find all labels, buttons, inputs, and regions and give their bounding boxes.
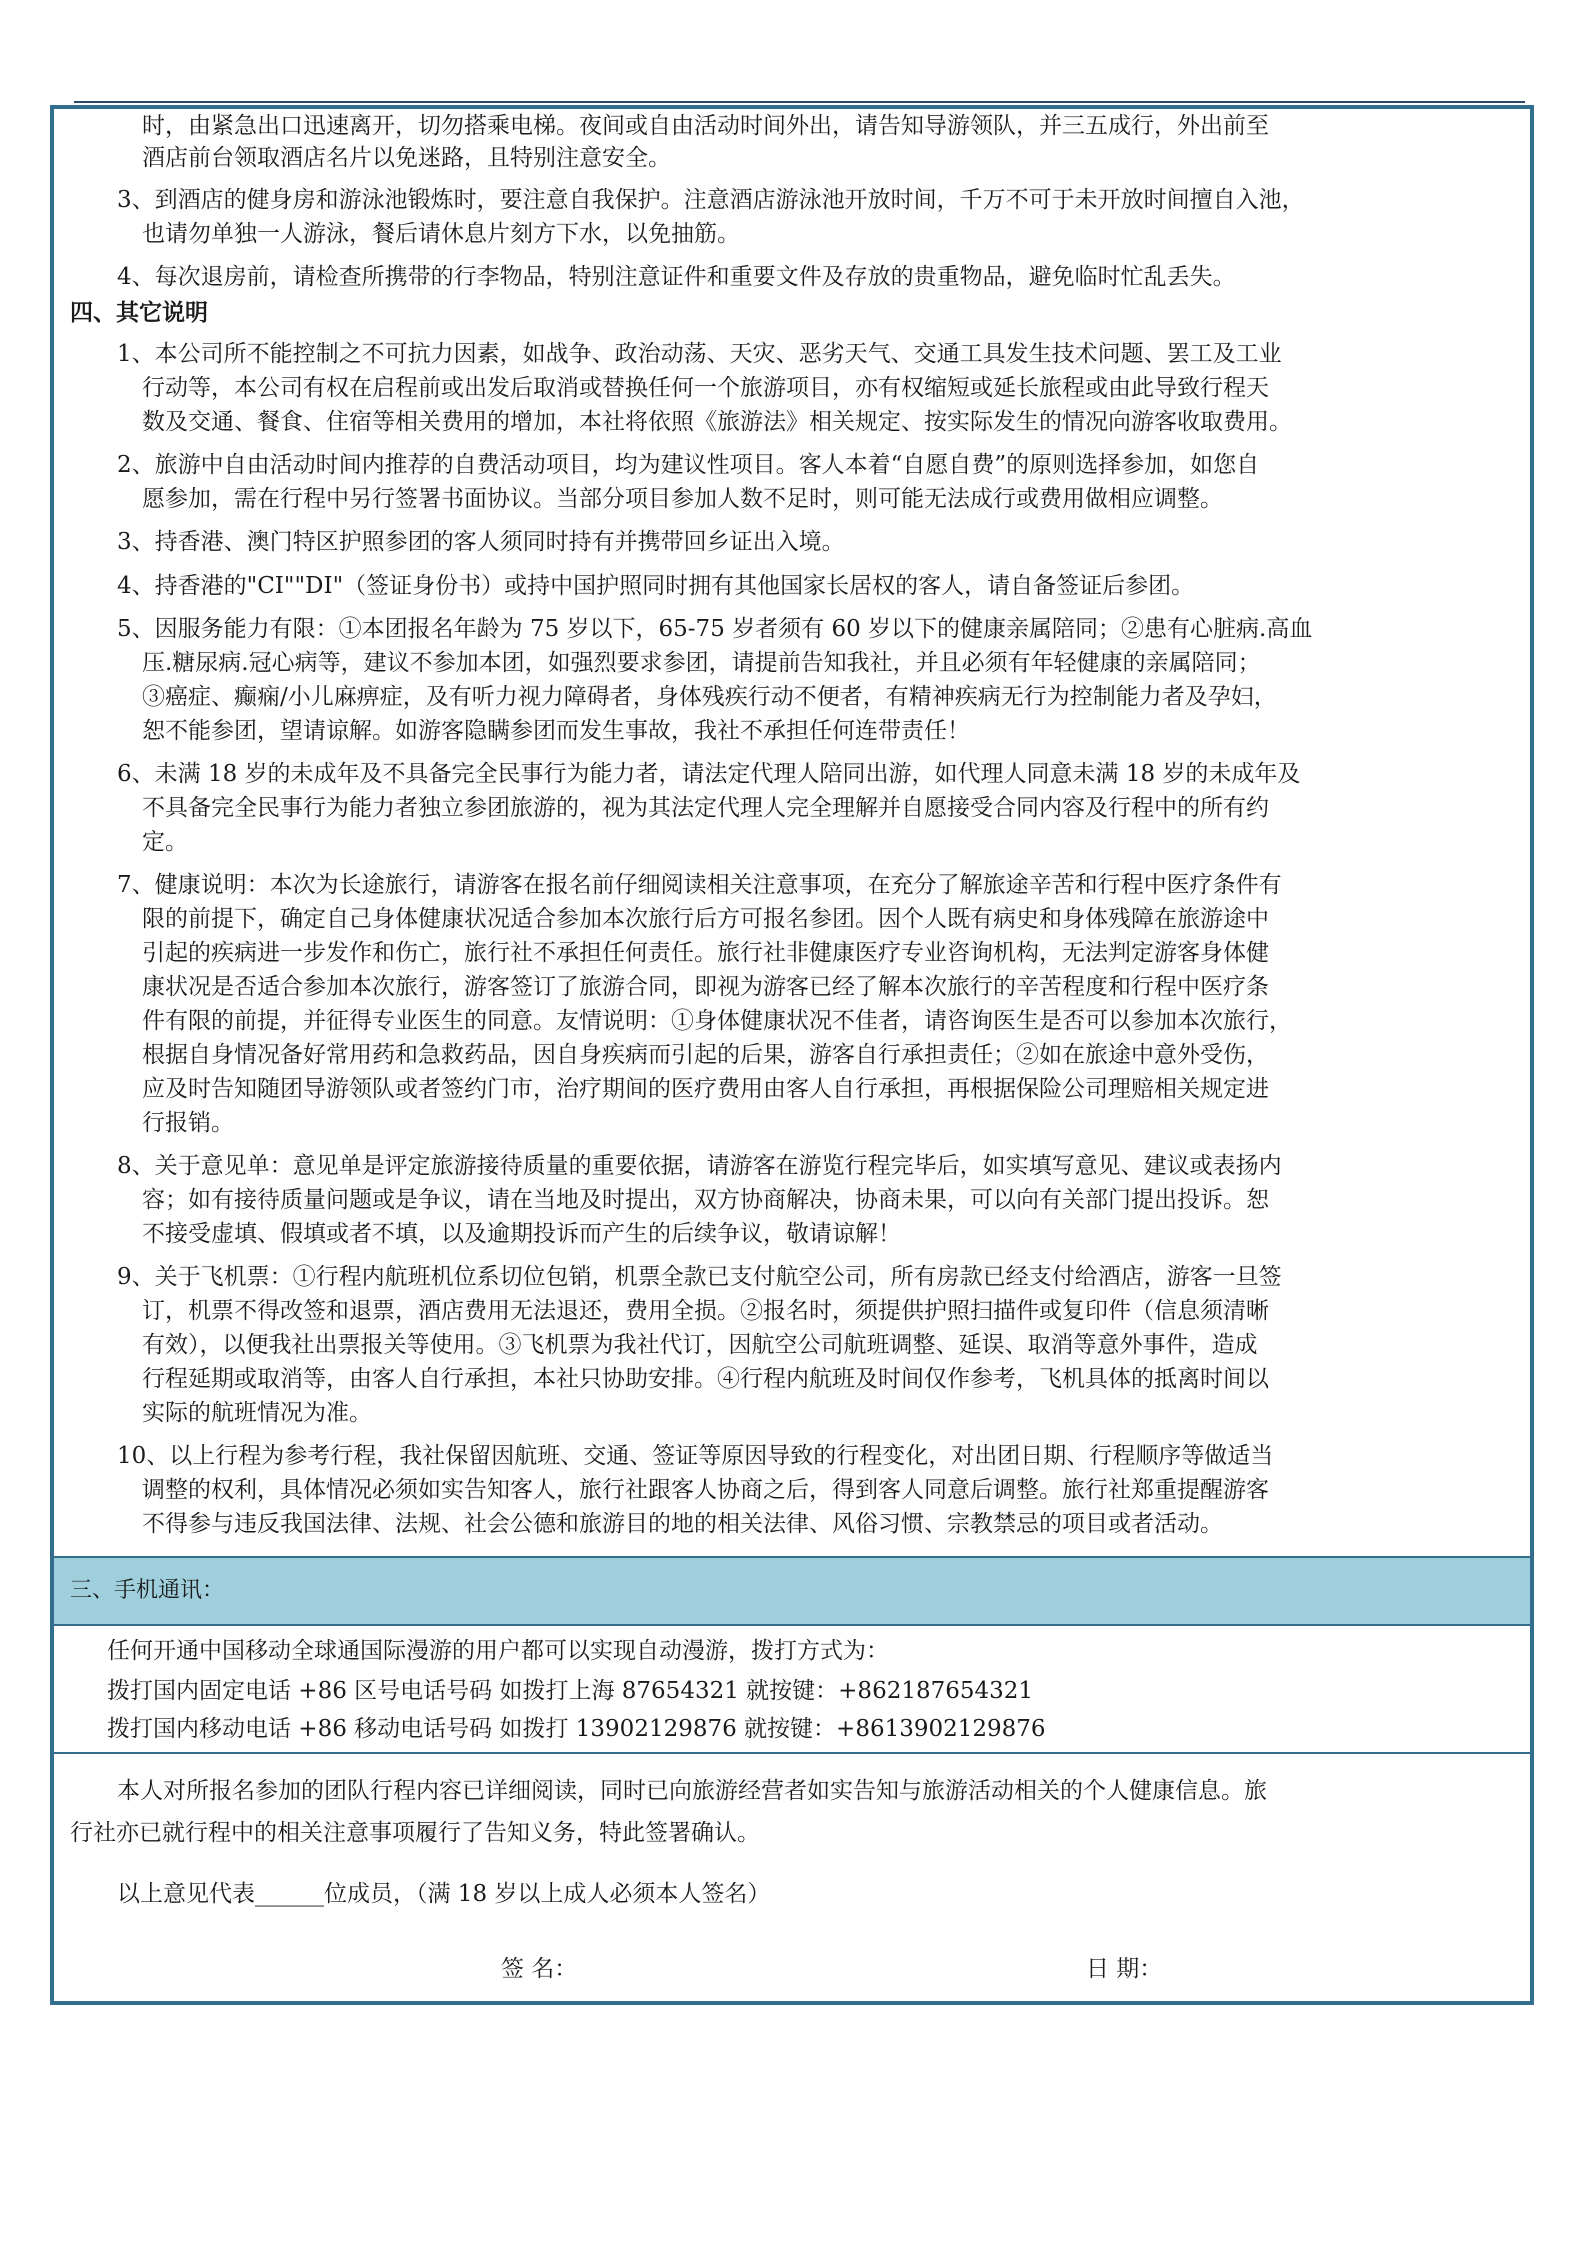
other-line-29: 行程延期或取消等，由客人自行承担，本社只协助安排。④行程内航班及时间仅作参考，飞机具体的抵离时间以: [142, 1366, 1269, 1392]
other-line-22: 行报销。: [142, 1110, 234, 1136]
other-line-31: 10、以上行程为参考行程，我社保留因航班、交通、签证等原因导致的行程变化，对出团日期、行程顺序等做适当: [117, 1443, 1274, 1469]
other-line-18: 康状况是否适合参加本次旅行，游客签订了旅游合同，即视为游客已经了解本次旅行的辛苦程度和行程中医疗条: [142, 974, 1269, 1000]
other-line-11: 恕不能参团，望请谅解。如游客隐瞒参团而发生事故，我社不承担任何连带责任！: [142, 718, 970, 744]
other-line-12: 6、未满 18 岁的未成年及不具备完全民事行为能力者，请法定代理人陪同出游，如代理人同意未满 18 岁的未成年及: [117, 761, 1301, 787]
other-line-27: 订，机票不得改签和退票，酒店费用无法退还，费用全损。②报名时，须提供护照扫描件或复印件（信息须清晰: [142, 1298, 1269, 1324]
other-line-2: 行动等，本公司有权在启程前或出发后取消或替换任何一个旅游项目，亦有权缩短或延长旅程或由此导致行程天: [142, 375, 1269, 401]
tips-line-5: 4、每次退房前，请检查所携带的行李物品，特别注意证件和重要文件及存放的贵重物品，避免临时忙乱丢失。: [117, 264, 1236, 290]
other-line-7: 4、持香港的"CI""DI"（签证身份书）或持中国护照同时拥有其他国家长居权的客人，请自备签证后参团。: [117, 573, 1195, 599]
other-line-26: 9、关于飞机票：①行程内航班机位系切位包销，机票全款已支付航空公司，所有房款已经支付给酒店，游客一旦签: [117, 1264, 1282, 1290]
other-line-32: 调整的权利，具体情况必须如实告知客人，旅行社跟客人协商之后，得到客人同意后调整。旅行社郑重提醒游客: [142, 1477, 1269, 1503]
other-line-24: 容；如有接待质量问题或是争议，请在当地及时提出，双方协商解决，协商未果，可以向有关部门提出投诉。恕: [142, 1187, 1269, 1213]
other-line-20: 根据自身情况备好常用药和急救药品，因自身疾病而引起的后果，游客自行承担责任；②如在旅途中意外受伤，: [142, 1042, 1269, 1068]
phone-line-3: 拨打国内移动电话 +86 移动电话号码 如拨打 13902129876 就按键：+8613902129876: [107, 1716, 1046, 1742]
other-line-19: 件有限的前提，并征得专业医生的同意。友情说明：①身体健康状况不佳者，请咨询医生是否可以参加本次旅行，: [142, 1008, 1292, 1034]
declaration-line-2: 行社亦已就行程中的相关注意事项履行了告知义务，特此签署确认。: [70, 1820, 760, 1846]
declaration-line-1: 本人对所报名参加的团队行程内容已详细阅读，同时已向旅游经营者如实告知与旅游活动相关的个人健康信息。旅: [117, 1778, 1267, 1804]
tips-line-1: 时，由紧急出口迅速离开，切勿搭乘电梯。夜间或自由活动时间外出，请告知导游领队，并三五成行，外出前至: [142, 113, 1269, 139]
phone-section: [54, 1626, 1530, 1754]
other-line-28: 有效），以便我社出票报关等使用。③飞机票为我社代订，因航空公司航班调整、延误、取消等意外事件，造成: [142, 1332, 1258, 1358]
date-label: 日 期：: [1086, 1956, 1163, 1982]
members-line: 以上意见代表______位成员，（满 18 岁以上成人必须本人签名）: [117, 1881, 771, 1907]
other-line-25: 不接受虚填、假填或者不填，以及逾期投诉而产生的后续争议，敬请谅解！: [142, 1221, 901, 1247]
other-line-33: 不得参与违反我国法律、法规、社会公德和旅游目的地的相关法律、风俗习惯、宗教禁忌的项目或者活动。: [142, 1511, 1223, 1537]
phone-heading-band: [54, 1558, 1530, 1626]
other-notes-heading: 四、其它说明: [70, 299, 208, 326]
signature-section: [54, 1754, 1530, 2001]
other-line-4: 2、旅游中自由活动时间内推荐的自费活动项目，均为建议性项目。客人本着“自愿自费”的原则选择参加，如您自: [117, 452, 1260, 478]
other-line-21: 应及时告知随团导游领队或者签约门市，治疗期间的医疗费用由客人自行承担，再根据保险公司理赔相关规定进: [142, 1076, 1269, 1102]
tips-line-2: 酒店前台领取酒店名片以免迷路，且特别注意安全。: [142, 145, 671, 171]
other-line-16: 限的前提下，确定自己身体健康状况适合参加本次旅行后方可报名参团。因个人既有病史和身体残障在旅游途中: [142, 906, 1269, 932]
tips-line-3: 3、到酒店的健身房和游泳池锻炼时，要注意自我保护。注意酒店游泳池开放时间，千万不可于未开放时间擅自入池，: [117, 187, 1305, 213]
other-line-17: 引起的疾病进一步发作和伤亡，旅行社不承担任何责任。旅行社非健康医疗专业咨询机构，无法判定游客身体健: [142, 940, 1269, 966]
document-frame: [50, 105, 1534, 2005]
other-line-13: 不具备完全民事行为能力者独立参团旅游的，视为其法定代理人完全理解并自愿接受合同内容及行程中的所有约: [142, 795, 1269, 821]
phone-line-1: 任何开通中国移动全球通国际漫游的用户都可以实现自动漫游，拨打方式为：: [107, 1638, 889, 1664]
other-line-15: 7、健康说明：本次为长途旅行，请游客在报名前仔细阅读相关注意事项，在充分了解旅途辛苦和行程中医疗条件有: [117, 872, 1282, 898]
other-line-1: 1、本公司所不能控制之不可抗力因素，如战争、政治动荡、天灾、恶劣天气、交通工具发生技术问题、罢工及工业: [117, 341, 1282, 367]
other-line-14: 定。: [142, 829, 188, 855]
other-line-8: 5、因服务能力有限：①本团报名年龄为 75 岁以下，65-75 岁者须有 60 岁以下的健康亲属陪同；②患有心脏病.高血: [117, 616, 1313, 642]
other-line-10: ③癌症、癫痫/小儿麻痹症，及有听力视力障碍者，身体残疾行动不便者，有精神疾病无行为控制能力者及孕妇，: [142, 684, 1277, 710]
other-line-5: 愿参加，需在行程中另行签署书面协议。当部分项目参加人数不足时，则可能无法成行或费用做相应调整。: [142, 486, 1223, 512]
other-line-6: 3、持香港、澳门特区护照参团的客人须同时持有并携带回乡证出入境。: [117, 529, 845, 555]
other-line-30: 实际的航班情况为准。: [142, 1400, 372, 1426]
phone-heading: 三、手机通讯：: [70, 1578, 225, 1603]
other-line-23: 8、关于意见单：意见单是评定旅游接待质量的重要依据，请游客在游览行程完毕后，如实填写意见、建议或表扬内: [117, 1153, 1282, 1179]
other-line-9: 压.糖尿病.冠心病等，建议不参加本团，如强烈要求参团，请提前告知我社，并且必须有年轻健康的亲属陪同；: [142, 650, 1261, 676]
other-line-3: 数及交通、餐食、住宿等相关费用的增加，本社将依照《旅游法》相关规定、按实际发生的情况向游客收取费用。: [142, 409, 1292, 435]
phone-line-2: 拨打国内固定电话 +86 区号电话号码 如拨打上海 87654321 就按键：+862187654321: [107, 1678, 1034, 1704]
top-rule: [74, 101, 1525, 103]
notes-section: [54, 109, 1530, 1558]
tips-line-4: 也请勿单独一人游泳，餐后请休息片刻方下水，以免抽筋。: [142, 221, 740, 247]
signature-label: 签 名：: [501, 1956, 578, 1982]
